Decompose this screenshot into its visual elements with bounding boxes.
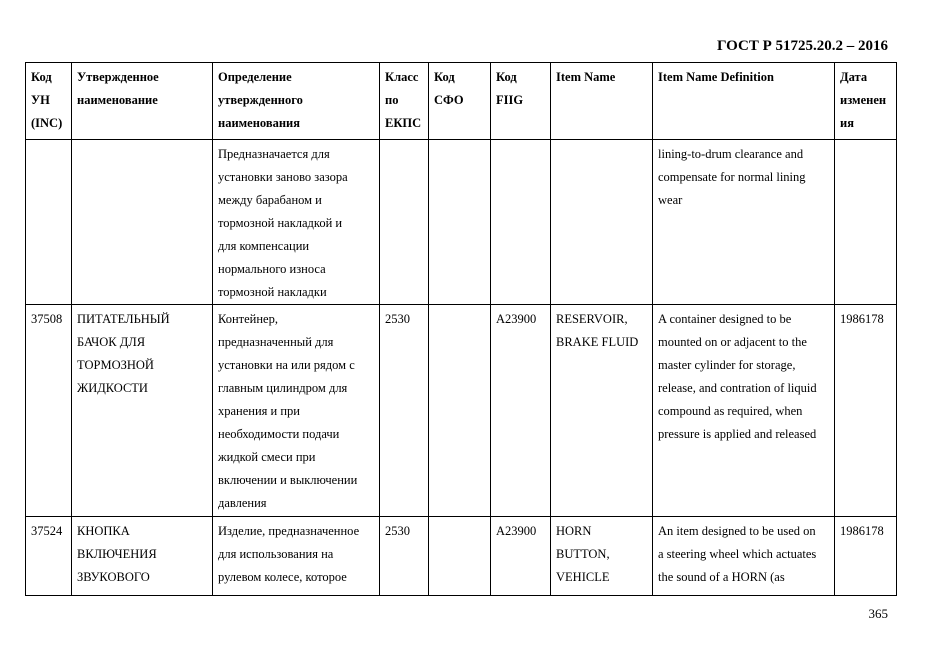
cell-text-line: 2530 bbox=[385, 312, 410, 326]
header-item-name-definition: Item Name Definition bbox=[653, 63, 835, 140]
cell-text-line: RESERVOIR, bbox=[556, 312, 628, 326]
cell-text-line: 1986178 bbox=[840, 524, 884, 538]
table-header-row bbox=[26, 63, 897, 140]
cell-approved-name bbox=[72, 517, 213, 596]
cell-text-line: VEHICLE bbox=[556, 570, 610, 584]
cell-definition-ru bbox=[213, 517, 380, 596]
cell-text-line: compensate for normal lining bbox=[658, 170, 806, 184]
cell-change-date bbox=[835, 140, 897, 305]
cell-item-name bbox=[551, 517, 653, 596]
header-inc: Код УН (INC) bbox=[26, 63, 72, 140]
document-standard-header: ГОСТ Р 51725.20.2 – 2016 bbox=[716, 38, 888, 54]
cell-text-line: ТОРМОЗНОЙ bbox=[77, 358, 154, 372]
cell-text-line: установки на или рядом с bbox=[218, 358, 355, 372]
cell-text-line: BRAKE FLUID bbox=[556, 335, 639, 349]
cell-approved-name bbox=[72, 140, 213, 305]
cell-text-line: ЗВУКОВОГО bbox=[77, 570, 150, 584]
cell-text-line: тормозной накладкой и bbox=[218, 216, 343, 230]
cell-fiig bbox=[491, 517, 551, 596]
cell-text-line: хранения и при bbox=[218, 404, 300, 418]
cell-definition-ru bbox=[213, 305, 380, 517]
cell-definition-ru bbox=[213, 140, 380, 305]
cell-text-line: An item designed to be used on bbox=[658, 524, 816, 538]
cell-text-line: для компенсации bbox=[218, 239, 310, 253]
cell-approved-name bbox=[72, 305, 213, 517]
header-approved-name: Утвержденное наименование bbox=[72, 63, 213, 140]
cell-text-line: рулевом колесе, которое bbox=[218, 570, 347, 584]
header-change-date: Дата изменен ия bbox=[835, 63, 897, 140]
cell-text-line: для использования на bbox=[218, 547, 334, 561]
table-row bbox=[26, 517, 897, 596]
header-sfo: Код СФО bbox=[429, 63, 491, 140]
cell-inc bbox=[26, 140, 72, 305]
cell-definition-en bbox=[653, 305, 835, 517]
cell-text-line: wear bbox=[658, 193, 683, 207]
header-fiig: Код FIIG bbox=[491, 63, 551, 140]
cell-text-line: pressure is applied and released bbox=[658, 427, 817, 441]
cell-inc bbox=[26, 517, 72, 596]
cell-text-line: compound as required, when bbox=[658, 404, 803, 418]
cell-text-line: 37508 bbox=[31, 312, 63, 326]
table-row bbox=[26, 140, 897, 305]
cell-text-line: lining-to-drum clearance and bbox=[658, 147, 804, 161]
cell-text-line: master cylinder for storage, bbox=[658, 358, 796, 372]
cell-change-date bbox=[835, 305, 897, 517]
cell-class bbox=[380, 305, 429, 517]
cell-definition-en bbox=[653, 140, 835, 305]
header-item-name: Item Name bbox=[551, 63, 653, 140]
cell-text-line: 1986178 bbox=[840, 312, 884, 326]
cell-text-line: HORN bbox=[556, 524, 592, 538]
header-definition-ru: Определение утвержденного наименования bbox=[213, 63, 380, 140]
cell-text-line: Предназначается для bbox=[218, 147, 330, 161]
cell-text-line: 37524 bbox=[31, 524, 63, 538]
cell-text-line: release, and contration of liquid bbox=[658, 381, 817, 395]
cell-text-line: BUTTON, bbox=[556, 547, 610, 561]
cell-text-line: ВКЛЮЧЕНИЯ bbox=[77, 547, 157, 561]
cell-text-line: A23900 bbox=[496, 524, 537, 538]
cell-sfo bbox=[429, 140, 491, 305]
cell-item-name bbox=[551, 140, 653, 305]
cell-text-line: нормального износа bbox=[218, 262, 326, 276]
cell-text-line: the sound of a HORN (as bbox=[658, 570, 785, 584]
cell-change-date bbox=[835, 517, 897, 596]
header-class: Класс по ЕКПС bbox=[380, 63, 429, 140]
cell-text-line: Изделие, предназначенное bbox=[218, 524, 360, 538]
cell-fiig bbox=[491, 140, 551, 305]
cell-item-name bbox=[551, 305, 653, 517]
cell-text-line: предназначенный для bbox=[218, 335, 334, 349]
cell-definition-en bbox=[653, 517, 835, 596]
table-row bbox=[26, 305, 897, 517]
cell-text-line: тормозной накладки bbox=[218, 285, 327, 299]
cell-text-line: БАЧОК ДЛЯ bbox=[77, 335, 146, 349]
cell-text-line: между барабаном и bbox=[218, 193, 322, 207]
cell-text-line: 2530 bbox=[385, 524, 410, 538]
cell-text-line: давления bbox=[218, 496, 267, 510]
cell-text-line: Контейнер, bbox=[218, 312, 278, 326]
cell-text-line: mounted on or adjacent to the bbox=[658, 335, 807, 349]
cell-inc bbox=[26, 305, 72, 517]
cell-text-line: A23900 bbox=[496, 312, 537, 326]
cell-text-line: a steering wheel which actuates bbox=[658, 547, 817, 561]
cell-text-line: КНОПКА bbox=[77, 524, 130, 538]
cell-sfo bbox=[429, 305, 491, 517]
cell-sfo bbox=[429, 517, 491, 596]
cell-class bbox=[380, 140, 429, 305]
cell-fiig bbox=[491, 305, 551, 517]
page-number: 365 bbox=[868, 606, 888, 621]
item-name-table bbox=[25, 62, 897, 596]
cell-class bbox=[380, 517, 429, 596]
cell-text-line: установки заново зазора bbox=[218, 170, 348, 184]
cell-text-line: включении и выключении bbox=[218, 473, 358, 487]
cell-text-line: необходимости подачи bbox=[218, 427, 340, 441]
cell-text-line: A container designed to be bbox=[658, 312, 792, 326]
cell-text-line: ЖИДКОСТИ bbox=[77, 381, 148, 395]
cell-text-line: жидкой смеси при bbox=[218, 450, 316, 464]
cell-text-line: главным цилиндром для bbox=[218, 381, 348, 395]
cell-text-line: ПИТАТЕЛЬНЫЙ bbox=[77, 312, 170, 326]
